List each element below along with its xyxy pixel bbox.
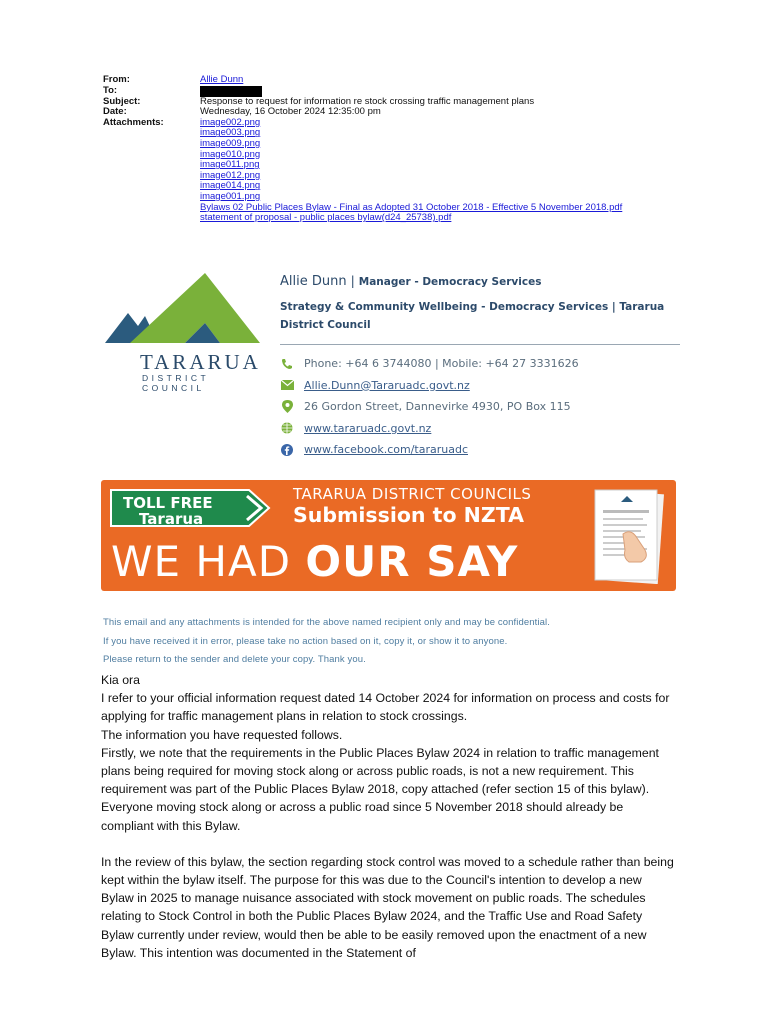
phone-icon xyxy=(280,358,294,370)
attachment-link[interactable]: statement of proposal - public places bylaw(d24_25738).pdf xyxy=(200,212,452,224)
attachment-link[interactable]: image009.png xyxy=(200,137,261,149)
phone-row xyxy=(280,353,680,375)
paragraph-gap xyxy=(101,835,676,853)
location-pin-icon xyxy=(280,401,294,413)
attachment-link[interactable]: image003.png xyxy=(200,127,261,139)
toll-line-1: TOLL FREE xyxy=(123,494,213,512)
attachment-link[interactable]: image011.png xyxy=(200,159,260,171)
redacted-recipient xyxy=(200,86,262,97)
attachment-link[interactable]: image002.png xyxy=(200,116,261,128)
phone-text: Phone: +64 6 3744080 | Mobile: +64 27 3331626 xyxy=(304,357,579,371)
submission-banner xyxy=(101,480,676,591)
disclaimer-line-1: This email and any attachments is intended for the above named recipient only and may be confidential. xyxy=(103,617,550,628)
email-link[interactable]: Allie.Dunn@Tararuadc.govt.nz xyxy=(304,378,470,392)
facebook-icon xyxy=(280,444,294,456)
slogan-bold: OUR SAY xyxy=(305,537,519,586)
banner-slogan xyxy=(111,537,518,586)
greeting: Kia ora xyxy=(101,673,140,687)
date-label: Date: xyxy=(103,106,127,118)
address-row xyxy=(280,396,680,418)
logo-subtitle: DISTRICT COUNCIL xyxy=(142,373,210,393)
subject-value: Response to request for information re stock crossing traffic management plans xyxy=(200,95,535,107)
body-paragraph-1: I refer to your official information request dated 14 October 2024 for information on process and costs for applying for traffic management plans in relation to stock crossings. xyxy=(101,691,670,724)
attachment-list xyxy=(200,118,622,224)
signature-divider xyxy=(280,344,680,345)
envelope-icon xyxy=(280,379,294,391)
attachment-link[interactable]: image012.png xyxy=(200,169,261,181)
website-row xyxy=(280,418,680,440)
facebook-link[interactable]: www.facebook.com/tararuadc xyxy=(304,443,468,457)
from-label: From: xyxy=(103,74,130,85)
disclaimer-line-2: If you have received it in error, please take no action based on it, copy it, or show it to anyone. xyxy=(103,635,508,647)
attachments-label: Attachments: xyxy=(103,116,164,128)
toll-free-sign xyxy=(109,488,272,528)
signature-name-line xyxy=(280,273,680,289)
subject-label: Subject: xyxy=(103,95,141,107)
email-signature xyxy=(100,268,680,463)
body-paragraph-3: Firstly, we note that the requirements in the Public Places Bylaw 2024 in relation to traffic management plans being required for moving stock along or across public roads, is not a new requirement. This requirement was part of the Public Places Bylaw 2018, copy attached (refer section 15 of this bylaw). Everyone moving stock along or across a public road since 5 November 2018 should already be compliant with this Bylaw. xyxy=(101,745,659,833)
slogan-plain: WE HAD xyxy=(111,537,306,586)
email-row xyxy=(280,375,680,397)
banner-heading: Submission to NZTA xyxy=(293,503,524,527)
signature-separator: | xyxy=(346,273,359,288)
signature-name: Allie Dunn xyxy=(280,274,347,289)
from-link[interactable]: Allie Dunn xyxy=(200,74,244,85)
email-body xyxy=(101,671,676,962)
mountain-logo-icon xyxy=(100,268,265,348)
email-header xyxy=(103,75,622,224)
website-link[interactable]: www.tararuadc.govt.nz xyxy=(304,421,432,435)
council-logo xyxy=(100,268,265,393)
attachment-link[interactable]: image001.png xyxy=(200,190,261,202)
attachment-link[interactable]: image014.png xyxy=(200,180,261,192)
to-label: To: xyxy=(103,84,118,96)
attachment-link[interactable]: Bylaws 02 Public Places Bylaw - Final as Adopted 31 October 2018 - Effective 5 November 2018.pdf xyxy=(200,201,623,213)
date-value: Wednesday, 16 October 2024 12:35:00 pm xyxy=(200,106,381,118)
signature-org: Strategy & Community Wellbeing - Democracy Services | Tararua District Council xyxy=(280,301,665,331)
signature-title: Manager - Democracy Services xyxy=(358,276,542,288)
disclaimer-line-3: Please return to the sender and delete your copy. Thank you. xyxy=(103,654,366,666)
signature-details xyxy=(280,273,680,461)
body-paragraph-4: In the review of this bylaw, the section regarding stock control was moved to a schedule rather than being kept within the bylaw itself. The purpose for this was due to the Council's intention to develop a new Bylaw in 2025 to manage nuisance associated with stock movement on public roads. The schedules relating to Stock Control in both the Public Places Bylaw 2024, and the Traffic Use and Road Safety Bylaw currently under review, would then be able to be easily removed upon the enactment of a new Bylaw. This intention was documented in the Statement of xyxy=(101,854,674,960)
address-text: 26 Gordon Street, Dannevirke 4930, PO Box 115 xyxy=(304,400,571,414)
attachment-link[interactable]: image010.png xyxy=(200,148,261,160)
banner-top-text: TARARUA DISTRICT COUNCILS xyxy=(293,485,532,503)
logo-name: TARARUA xyxy=(140,350,261,374)
toll-line-2: Tararua xyxy=(139,510,204,528)
body-paragraph-2: The information you have requested follows. xyxy=(101,727,343,742)
document-illustration xyxy=(593,488,665,584)
facebook-row xyxy=(280,439,680,461)
disclaimer xyxy=(103,614,550,670)
globe-icon xyxy=(280,422,294,434)
